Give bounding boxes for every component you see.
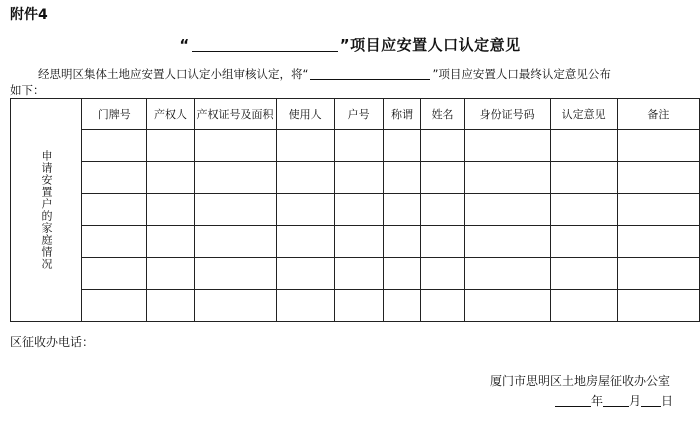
intro-paragraph [38, 66, 698, 82]
header-cell: 产权证号及面积 [194, 99, 276, 130]
household-table [10, 98, 700, 322]
table-cell[interactable] [276, 130, 334, 162]
table-cell[interactable] [194, 130, 276, 162]
intro-part1: 经思明区集体土地应安置人口认定小组审核认定，将“ [38, 67, 309, 81]
table-cell[interactable] [82, 226, 147, 258]
table-cell[interactable] [617, 290, 699, 322]
table-cell[interactable] [421, 162, 464, 194]
table-cell[interactable] [464, 194, 550, 226]
table-cell[interactable] [550, 258, 617, 290]
year-blank [555, 394, 591, 407]
table-row [11, 162, 700, 194]
side-label: 申请安置户的家庭情况 [40, 150, 53, 270]
header-cell: 使用人 [276, 99, 334, 130]
header-cell: 户号 [334, 99, 383, 130]
table-cell[interactable] [82, 290, 147, 322]
table-cell[interactable] [194, 194, 276, 226]
table-cell[interactable] [82, 194, 147, 226]
table-cell[interactable] [464, 290, 550, 322]
table-cell[interactable] [383, 194, 421, 226]
table-cell[interactable] [464, 226, 550, 258]
title-text: 项目应安置人口认定意见 [350, 36, 521, 54]
office-name: 厦门市思明区土地房屋征收办公室 [490, 374, 671, 388]
table-cell[interactable] [421, 130, 464, 162]
table-cell[interactable] [617, 258, 699, 290]
table-cell[interactable] [617, 226, 699, 258]
intro-part2: ”项目应安置人口最终认定意见公布 [432, 67, 611, 81]
table-cell[interactable] [194, 226, 276, 258]
table-cell[interactable] [82, 162, 147, 194]
table-cell[interactable] [421, 194, 464, 226]
table-cell[interactable] [617, 162, 699, 194]
table-cell[interactable] [334, 226, 383, 258]
table-cell[interactable] [334, 194, 383, 226]
table-cell[interactable] [147, 162, 194, 194]
table-row [11, 226, 700, 258]
day-blank [641, 394, 661, 407]
table-cell[interactable] [276, 290, 334, 322]
household-table-wrapper [10, 98, 700, 322]
table-cell[interactable] [421, 258, 464, 290]
table-cell[interactable] [276, 162, 334, 194]
table-cell[interactable] [383, 258, 421, 290]
header-cell: 门牌号 [82, 99, 147, 130]
table-cell[interactable] [334, 162, 383, 194]
table-cell[interactable] [82, 258, 147, 290]
header-cell: 姓名 [421, 99, 464, 130]
table-cell[interactable] [383, 130, 421, 162]
table-cell[interactable] [421, 290, 464, 322]
table-cell[interactable] [194, 258, 276, 290]
side-label-cell [11, 99, 82, 322]
table-cell[interactable] [550, 130, 617, 162]
header-cell: 产权人 [147, 99, 194, 130]
table-cell[interactable] [383, 162, 421, 194]
table-cell[interactable] [194, 290, 276, 322]
table-cell[interactable] [147, 290, 194, 322]
table-cell[interactable] [550, 194, 617, 226]
table-row [11, 290, 700, 322]
table-cell[interactable] [147, 194, 194, 226]
table-cell[interactable] [383, 290, 421, 322]
month-label: 月 [629, 394, 642, 408]
table-row [11, 258, 700, 290]
table-cell[interactable] [147, 258, 194, 290]
attachment-label: 附件4 [10, 7, 48, 23]
table-cell[interactable] [276, 194, 334, 226]
table-cell[interactable] [550, 290, 617, 322]
table-cell[interactable] [464, 162, 550, 194]
phone-label: 区征收办电话： [10, 335, 95, 349]
year-label: 年 [591, 394, 604, 408]
table-row [11, 130, 700, 162]
intro-part3: 如下： [10, 83, 45, 97]
header-cell: 认定意见 [550, 99, 617, 130]
intro-project-blank [310, 68, 430, 80]
page-title [0, 34, 700, 55]
project-name-blank [192, 37, 338, 52]
table-cell[interactable] [421, 226, 464, 258]
table-cell[interactable] [334, 258, 383, 290]
table-row [11, 194, 700, 226]
table-cell[interactable] [334, 130, 383, 162]
title-close-quote: ” [339, 36, 351, 54]
header-cell: 身份证号码 [464, 99, 550, 130]
table-cell[interactable] [82, 130, 147, 162]
table-cell[interactable] [194, 162, 276, 194]
table-cell[interactable] [147, 226, 194, 258]
table-cell[interactable] [617, 194, 699, 226]
table-cell[interactable] [276, 226, 334, 258]
date-line [555, 392, 673, 409]
table-cell[interactable] [276, 258, 334, 290]
header-cell: 备注 [617, 99, 699, 130]
header-cell: 称谓 [383, 99, 421, 130]
header-row [11, 99, 700, 130]
table-cell[interactable] [617, 130, 699, 162]
table-cell[interactable] [464, 258, 550, 290]
table-cell[interactable] [383, 226, 421, 258]
month-blank [603, 394, 629, 407]
table-cell[interactable] [464, 130, 550, 162]
table-cell[interactable] [147, 130, 194, 162]
day-label: 日 [661, 394, 674, 408]
table-cell[interactable] [550, 162, 617, 194]
title-open-quote: “ [179, 36, 190, 54]
table-cell[interactable] [334, 290, 383, 322]
table-cell[interactable] [550, 226, 617, 258]
